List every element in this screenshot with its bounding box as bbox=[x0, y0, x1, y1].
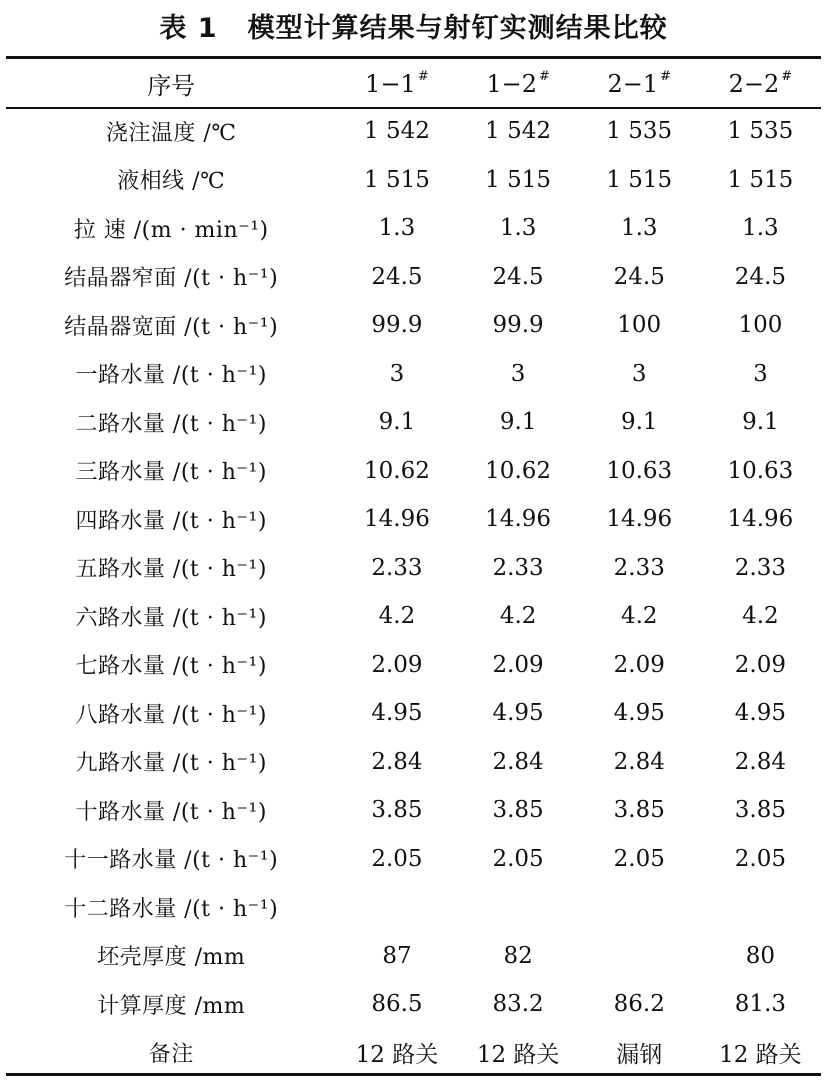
header-sample bbox=[336, 59, 457, 107]
row-label: 拉 速 /(m · min⁻¹) bbox=[73, 217, 269, 243]
table-cell: 4.95 bbox=[734, 700, 787, 727]
table-cell: 1.3 bbox=[499, 215, 537, 242]
table-cell: 9.1 bbox=[742, 409, 779, 436]
table-cell: 100 bbox=[738, 312, 783, 339]
table-cell bbox=[579, 932, 700, 981]
header-sample-id: 1−2 bbox=[486, 69, 537, 98]
row-label: 八路水量 /(t · h⁻¹) bbox=[75, 702, 267, 728]
table-cell: 3.85 bbox=[492, 797, 544, 824]
table-cell: 24.5 bbox=[492, 263, 544, 290]
table-caption: 模型计算结果与射钉实测结果比较 bbox=[247, 13, 668, 44]
table-cell: 2.33 bbox=[613, 554, 665, 581]
table-cell: 3.85 bbox=[734, 797, 787, 824]
table-row bbox=[6, 883, 821, 932]
table-cell bbox=[579, 883, 700, 932]
comparison-table bbox=[6, 59, 821, 1077]
table-number: 表 1 bbox=[159, 13, 218, 44]
table-cell: 4.2 bbox=[620, 603, 658, 630]
table-cell: 87 bbox=[382, 942, 412, 969]
table-row bbox=[6, 544, 821, 593]
row-label: 结晶器宽面 /(t · h⁻¹) bbox=[64, 314, 279, 340]
table-cell: 1 542 bbox=[364, 118, 430, 145]
row-label: 计算厚度 /mm bbox=[97, 993, 246, 1019]
table-cell: 2.84 bbox=[613, 748, 665, 775]
table-cell: 2.09 bbox=[734, 651, 787, 678]
table-cell: 2.09 bbox=[613, 651, 665, 678]
table-row bbox=[6, 980, 821, 1029]
table-cell: 2.05 bbox=[734, 845, 787, 872]
row-label: 十一路水量 /(t · h⁻¹) bbox=[64, 848, 279, 874]
table-row bbox=[6, 932, 821, 981]
table-cell: 82 bbox=[503, 942, 533, 969]
table-cell: 3 bbox=[753, 360, 768, 387]
table-cell: 3.85 bbox=[371, 797, 423, 824]
row-label: 四路水量 /(t · h⁻¹) bbox=[75, 508, 267, 534]
header-sample-id: 2−1 bbox=[607, 69, 659, 98]
table-cell: 漏钢 bbox=[616, 1042, 663, 1069]
row-label: 十二路水量 /(t · h⁻¹) bbox=[64, 896, 279, 922]
header-label: 序号 bbox=[147, 71, 196, 100]
table-cell: 12 路关 bbox=[355, 1042, 439, 1069]
row-label: 十路水量 /(t · h⁻¹) bbox=[75, 799, 267, 825]
table-cell: 2.33 bbox=[492, 554, 544, 581]
row-label: 九路水量 /(t · h⁻¹) bbox=[75, 751, 267, 777]
table-cell: 86.5 bbox=[371, 991, 423, 1018]
table-cell: 80 bbox=[745, 942, 776, 969]
table-cell: 4.95 bbox=[371, 700, 423, 727]
row-label: 结晶器窄面 /(t · h⁻¹) bbox=[64, 266, 279, 292]
table-cell: 2.05 bbox=[492, 845, 544, 872]
table-cell: 100 bbox=[617, 312, 662, 339]
table-cell: 1 515 bbox=[485, 166, 552, 193]
header-sample bbox=[700, 59, 821, 107]
header-sample-id: 1−1 bbox=[365, 69, 416, 98]
table-cell: 14.96 bbox=[364, 506, 430, 533]
table-body bbox=[6, 107, 821, 1077]
header-sample-mark: # bbox=[417, 68, 429, 84]
table-row bbox=[6, 689, 821, 738]
row-label: 浇注温度 /℃ bbox=[105, 120, 237, 146]
table-cell: 2.05 bbox=[613, 845, 665, 872]
table-header-row bbox=[6, 59, 821, 107]
header-sample-mark: # bbox=[538, 68, 550, 84]
table-cell: 10.63 bbox=[727, 457, 794, 484]
table-title bbox=[0, 6, 827, 52]
table-row bbox=[6, 204, 821, 253]
table-cell bbox=[458, 883, 579, 932]
table-cell: 24.5 bbox=[613, 263, 665, 290]
table-cell: 10.63 bbox=[606, 457, 673, 484]
table-cell: 14.96 bbox=[485, 506, 552, 533]
table-cell: 1 515 bbox=[364, 166, 430, 193]
table-cell: 14.96 bbox=[727, 506, 794, 533]
row-label: 七路水量 /(t · h⁻¹) bbox=[75, 654, 267, 680]
row-label: 五路水量 /(t · h⁻¹) bbox=[75, 557, 267, 583]
header-sample bbox=[579, 59, 700, 107]
table-row bbox=[6, 641, 821, 690]
header-sample-mark: # bbox=[660, 68, 672, 84]
table-cell: 2.84 bbox=[734, 748, 787, 775]
row-label: 二路水量 /(t · h⁻¹) bbox=[75, 411, 267, 437]
table-cell: 99.9 bbox=[492, 312, 544, 339]
table-cell: 2.05 bbox=[371, 845, 423, 872]
table-cell: 4.2 bbox=[378, 603, 416, 630]
table-cell: 4.95 bbox=[492, 700, 544, 727]
table-cell: 10.62 bbox=[485, 457, 552, 484]
table-row bbox=[6, 447, 821, 496]
table-cell: 1.3 bbox=[378, 215, 416, 242]
row-label: 六路水量 /(t · h⁻¹) bbox=[75, 605, 267, 631]
table-cell: 9.1 bbox=[620, 409, 658, 436]
table-row bbox=[6, 253, 821, 302]
table-cell: 1 535 bbox=[727, 118, 794, 145]
table-cell: 12 路关 bbox=[719, 1042, 802, 1069]
table-row bbox=[6, 495, 821, 544]
table-cell: 2.84 bbox=[492, 748, 544, 775]
table-cell: 4.2 bbox=[499, 603, 537, 630]
table-cell: 1 535 bbox=[606, 118, 673, 145]
table-cell: 2.33 bbox=[734, 554, 787, 581]
table-cell: 2.84 bbox=[371, 748, 423, 775]
table-cell: 14.96 bbox=[606, 506, 673, 533]
table-cell: 1.3 bbox=[742, 215, 779, 242]
table-cell: 99.9 bbox=[371, 312, 423, 339]
table-row bbox=[6, 156, 821, 205]
table-cell bbox=[700, 883, 821, 932]
header-sample-id: 2−2 bbox=[728, 69, 780, 98]
table-cell: 24.5 bbox=[734, 263, 787, 290]
table-cell: 3 bbox=[631, 360, 647, 387]
table-cell: 1 515 bbox=[606, 166, 673, 193]
table-cell: 83.2 bbox=[492, 991, 544, 1018]
table-cell: 2.09 bbox=[492, 651, 544, 678]
row-label: 坯壳厚度 /mm bbox=[97, 945, 246, 971]
table-cell: 3.85 bbox=[613, 797, 665, 824]
header-sample-mark: # bbox=[781, 68, 793, 84]
table-row bbox=[6, 301, 821, 350]
table-cell: 1.3 bbox=[620, 215, 658, 242]
table-cell: 3 bbox=[510, 360, 526, 387]
table-cell: 4.2 bbox=[742, 603, 779, 630]
table-cell: 24.5 bbox=[371, 263, 423, 290]
table-cell: 10.62 bbox=[364, 457, 430, 484]
table-cell: 1 542 bbox=[485, 118, 552, 145]
table-cell: 86.2 bbox=[613, 991, 665, 1018]
table-cell: 9.1 bbox=[378, 409, 416, 436]
row-label: 备注 bbox=[148, 1042, 194, 1068]
table-cell: 81.3 bbox=[734, 991, 787, 1018]
table-row bbox=[6, 1029, 821, 1078]
row-label: 液相线 /℃ bbox=[117, 169, 226, 195]
table-row bbox=[6, 738, 821, 787]
table-row bbox=[6, 786, 821, 835]
table-row bbox=[6, 107, 821, 156]
row-label: 一路水量 /(t · h⁻¹) bbox=[75, 363, 267, 389]
table-row bbox=[6, 398, 821, 447]
table-cell: 2.09 bbox=[371, 651, 423, 678]
table-cell: 1 515 bbox=[727, 166, 794, 193]
table-cell: 9.1 bbox=[499, 409, 537, 436]
table-cell: 2.33 bbox=[371, 554, 423, 581]
table-cell: 4.95 bbox=[613, 700, 665, 727]
table-cell bbox=[336, 883, 457, 932]
table-row bbox=[6, 350, 821, 399]
table-row bbox=[6, 835, 821, 884]
row-label: 三路水量 /(t · h⁻¹) bbox=[75, 460, 267, 486]
table-cell: 12 路关 bbox=[476, 1042, 560, 1069]
table-row bbox=[6, 592, 821, 641]
header-sample bbox=[458, 59, 579, 107]
table-cell: 3 bbox=[389, 360, 405, 387]
